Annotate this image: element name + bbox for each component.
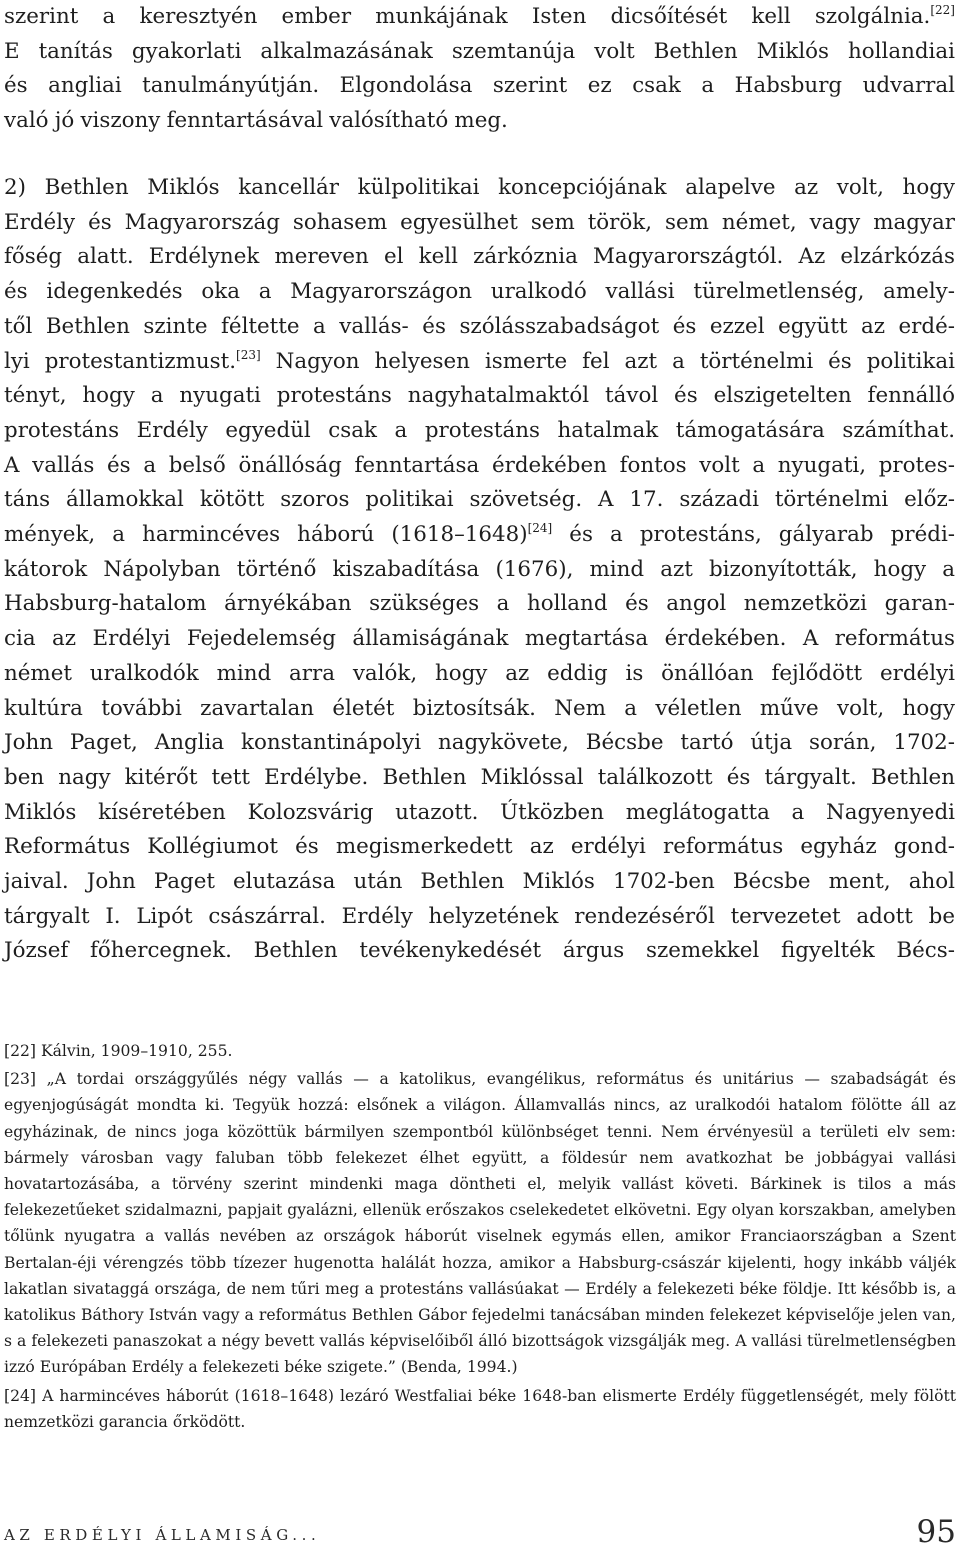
text-line: és idegenkedés oka a Magyarországon uralkodó vallási türelmetlenség, amely- <box>4 279 955 305</box>
running-head: AZ ERDÉLYI ÁLLAMISÁG... <box>4 1526 321 1544</box>
text-line-content: szerint a keresztyén ember munkájának Isten dicsőítését kell szolgálnia. <box>4 4 931 29</box>
text-line-content: és a protestáns, gályarab prédi- <box>552 522 956 548</box>
page-footer <box>4 1500 956 1550</box>
text-line: cia az Erdélyi Fejedelemség államiságának megtartása érdekében. A református <box>4 626 955 652</box>
text-line: ben nagy kitérőt tett Erdélybe. Bethlen Miklóssal találkozott és tárgyalt. Bethlen <box>4 764 955 790</box>
text-line: 2) Bethlen Miklós kancellár külpolitikai koncepciójának alapelve az volt, hogy <box>4 175 955 200</box>
text-line: főség alatt. Erdélynek mereven el kell zárkóznia Magyarországtól. Az elzárkózás <box>4 244 955 270</box>
text-line: tárgyalt I. Lipót császárral. Erdély helyzetének rendezéséről tervezetet adott be <box>4 903 955 929</box>
text-line: József főhercegnek. Bethlen tevékenykedését árgus szemekkel figyelték Bécs- <box>4 938 955 964</box>
text-line <box>4 518 955 553</box>
footnote-ref-22[interactable]: [22] <box>930 3 955 17</box>
body-paragraph-2 <box>4 171 955 969</box>
text-line: Református Kollégiumot és megismerkedett az erdélyi református egyház gond- <box>4 834 955 860</box>
footnote-22: [22] Kálvin, 1909–1910, 255. <box>4 1042 233 1060</box>
text-line: protestáns Erdély egyedül csak a protestáns hatalmak támogatására számíthat. <box>4 417 955 443</box>
text-line: kultúra további zavartalan életét biztosítsák. Nem a véletlen műve volt, hogy <box>4 695 955 721</box>
text-line: táns államokkal kötött szoros politikai szövetség. A 17. századi történelmi előz- <box>4 487 955 513</box>
footnote-23: [23] „A tordai országgyűlés négy vallás — a katolikus, evangélikus, református és unitárius — szabadságát és egyenjogúságát mondta ki. Tegyük hozzá: elsőnek a világon. Államvallás nincs, az uralkodói hatalom fölötte áll az egyházinak, de nincs joga közöttük bármilyen szempontból különbséget tenni. Nem érvényesül a területi elv sem: bármely városban vagy faluban több felekezet élhet együtt, a földesúr nem avatkozhat be jobbágyai vallási hovatartozásába, a törvény szerint mindenki maga döntheti el, melyik vallást követi. Bárkinek is tilos a más felekezetűeket szidalmazni, papjait gyalázni, ellenük erőszakos cselekedetet elkövetni. Egy olyan korszakban, amelyben tőlünk nyugatra a vallás nevében az országok háborút viselnek egymás ellen, amikor Franciaországban a Szent Bertalan-éji vérengzés több tízezer hugenotta halálát hozza, amikor a Habsburg-császár kijelenti, hogy inkább váljék lakatlan sivataggá országa, de nem tűri meg a protestáns vallásúakat — Erdély a felekezeti béke földje. Itt később is, a katolikus Báthory István vagy a református Bethlen Gábor fejedelmi tanácsában minden felekezet képviselője jelen van, s a felekezeti panaszokat a négy bevett vallás képviselőiből álló bizottságok vizsgálják meg. A vallási türelmetlenségben izzó Európában Erdély a felekezeti béke szigete.” (Benda, 1994.) <box>4 1070 956 1377</box>
text-line-content: lyi protestantizmust. <box>4 348 237 374</box>
text-line: és angliai tanulmányútján. Elgondolása szerint ez csak a Habsburg udvarral <box>4 73 955 99</box>
text-line-content: mények, a harmincéves háború (1618–1648) <box>4 522 528 548</box>
text-line: kátorok Nápolyban történő kiszabadítása (1676), mind azt bizonyították, hogy a <box>4 556 955 582</box>
text-line <box>4 345 955 380</box>
text-line: Erdély és Magyarország sohasem egyesülhet sem török, sem német, vagy magyar <box>4 209 955 235</box>
footnotes-section <box>4 1038 956 1437</box>
text-line: való jó viszony fenntartásával valósítható meg. <box>4 108 508 134</box>
text-line-content: Nagyon helyesen ismerte fel azt a történelmi és politikai <box>260 348 955 374</box>
footnote-24: [24] A harmincéves háborút (1618–1648) lezáró Westfaliai béke 1648-ban elismerte Erdély függetlenségét, mely fölött nemzetközi garancia őrködött. <box>4 1386 956 1431</box>
text-line: től Bethlen szinte féltette a vallás- és szólásszabadságot és ezzel együtt az erdé- <box>4 313 955 339</box>
text-line <box>4 0 955 35</box>
text-line: A vallás és a belső önállóság fenntartása érdekében fontos volt a nyugati, protes- <box>4 452 955 478</box>
body-paragraph-1 <box>4 0 955 139</box>
text-line: német uralkodók mind arra valók, hogy az eddig is önállóan fejlődött erdélyi <box>4 660 955 686</box>
text-line: John Paget, Anglia konstantinápolyi nagykövete, Bécsbe tartó útja során, 1702- <box>4 730 955 756</box>
text-line: Miklós kíséretében Kolozsvárig utazott. Útközben meglátogatta a Nagyenyedi <box>4 799 955 825</box>
page-number: 95 <box>916 1514 956 1550</box>
footnote-ref-24[interactable]: [24] <box>527 521 553 536</box>
text-line: tényt, hogy a nyugati protestáns nagyhatalmaktól távol és elszigetelten fennálló <box>4 383 955 409</box>
text-line: Habsburg-hatalom árnyékában szükséges a holland és angol nemzetközi garan- <box>4 591 955 617</box>
footnote-ref-23[interactable]: [23] <box>236 347 261 362</box>
text-line: E tanítás gyakorlati alkalmazásának szemtanúja volt Bethlen Miklós hollandiai <box>4 38 955 64</box>
text-line: jaival. John Paget elutazása után Bethlen Miklós 1702-ben Bécsbe ment, ahol <box>4 869 955 895</box>
